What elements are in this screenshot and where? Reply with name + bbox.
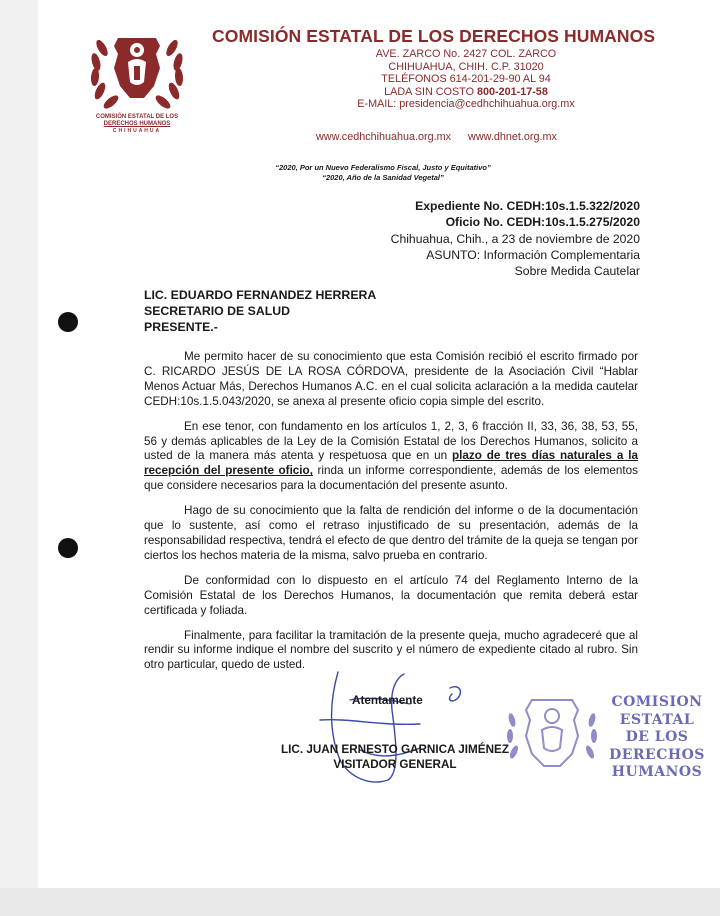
email-line: E-MAIL: presidencia@cedhchihuahua.org.mx — [357, 98, 575, 110]
paragraph-2 — [144, 420, 638, 495]
year-slogans — [200, 163, 566, 183]
slogan-2: “2020, Año de la Sanidad Vegetal” — [322, 173, 444, 182]
laurel-emblem-icon — [84, 28, 190, 114]
subject-line: ASUNTO: Información Complementaria — [426, 247, 640, 262]
logo-line-1: COMISIÓN ESTATAL DE LOS — [95, 114, 179, 120]
stamp-line-3: DE LOS — [625, 729, 689, 745]
paragraph-3: Hago de su conocimiento que la falta de rendición del informe o de la documentación que lo sustente, así como el retraso injustificado de su presentación, además de la responsabilidad respectiva, tendrá el efecto de que dentro del trámite de la queja se tengan por ciertos los hechos materia de la misma, salvo prueba en contrario. — [144, 504, 638, 562]
date-line: Chihuahua, Chih., a 23 de noviembre de 2020 — [390, 231, 640, 246]
signer-role: VISITADOR GENERAL — [333, 758, 457, 771]
paragraph-4: De conformidad con lo dispuesto en el artículo 74 del Reglamento Interno de la Comisión Estatal de los Derechos Humanos, la documentación que remita deberá estar certificada y foliada. — [144, 573, 638, 617]
reference-block — [391, 198, 640, 279]
presente-line: PRESENTE.- — [144, 320, 218, 334]
address-line-2: CHIHUAHUA, CHIH. C.P. 31020 — [388, 60, 544, 73]
cedh-logo — [84, 28, 190, 134]
binder-hole-top — [58, 312, 78, 332]
signer-block — [270, 742, 520, 772]
stamp-line-5: HUMANOS — [611, 764, 703, 780]
deadline-highlight: plazo de tres días naturales a la recepción del presente oficio, — [144, 449, 638, 478]
stamp-emblem-icon — [502, 690, 602, 780]
toll-free-line — [316, 86, 616, 99]
website-link-2[interactable]: www.dhnet.org.mx — [468, 131, 557, 143]
institution-title: COMISIÓN ESTATAL DE LOS DERECHOS HUMANOS — [212, 26, 656, 46]
website-line — [316, 131, 571, 143]
website-link-1[interactable]: www.cedhchihuahua.org.mx — [316, 131, 452, 143]
stamp-line-4: DERECHOS — [609, 746, 705, 763]
logo-line-3: CHIHUAHUA — [112, 127, 162, 134]
paragraph-1: Me permito hacer de su conocimiento que esta Comisión recibió el escrito firmado por C. RICARDO JESÚS DE LA ROSA CÓRDOVA, presidente de la Asociación Civil “Hablar Menos Actuar Más, Derechos Humanos A.C. en el cual solicita aclaración a la medida cautelar CEDH:10s.1.5.043/2020, se anexa al presente oficio copia simple del escrito. — [144, 350, 638, 408]
letter-body — [144, 350, 638, 683]
addressee-name: LIC. EDUARDO FERNANDEZ HERRERA — [144, 288, 377, 302]
signer-name: LIC. JUAN ERNESTO GARNICA JIMÉNEZ — [281, 743, 509, 756]
toll-free-label: LADA SIN COSTO — [384, 85, 477, 98]
address-block — [316, 48, 616, 111]
paragraph-5: Finalmente, para facilitar la tramitación de la presente queja, mucho agradeceré que al rendir su informe indique el nombre del suscrito y el número de expediente citado al rubro. Sin otro particular, quedo de usted. — [144, 628, 638, 672]
closing-atentamente: Atentamente — [352, 694, 423, 707]
oficio-number: Oficio No. CEDH:10s.1.5.275/2020 — [445, 215, 640, 230]
background-strip — [0, 888, 720, 916]
addressee-block — [144, 287, 376, 335]
expediente-number: Expediente No. CEDH:10s.1.5.322/2020 — [415, 199, 640, 213]
paragraph-2-end: rinda un informe correspondiente, además de los elementos que considere necesarios para la documentación del presente asunto. — [144, 464, 638, 493]
official-stamp — [602, 694, 712, 782]
toll-free-number: 800-201-17-58 — [476, 85, 548, 98]
logo-caption — [84, 114, 190, 134]
logo-line-2: DERECHOS HUMANOS — [103, 120, 171, 127]
address-line-1: AVE. ZARCO No. 2427 COL. ZARCO — [375, 48, 557, 60]
subject-line-2: Sobre Medida Cautelar — [514, 264, 640, 279]
paragraph-2-start: En ese tenor, con fundamento en los artículos 1, 2, 3, 6 fracción II, 33, 36, 38, 53, 55, 56 y demás aplicables de la Ley de la Comisión Estatal de los Derechos Humanos, solicito a usted de la manera más atenta y respetuosa que en un — [144, 419, 638, 463]
stamp-line-2: ESTATAL — [619, 711, 695, 728]
addressee-role: SECRETARIO DE SALUD — [144, 304, 290, 318]
binder-hole-bottom — [58, 538, 78, 558]
stamp-line-1: COMISION — [611, 694, 703, 710]
handwritten-signature — [300, 660, 480, 800]
address-line-3: TELÉFONOS 614-201-29-90 AL 94 — [381, 73, 551, 85]
slogan-1: “2020, Por un Nuevo Federalismo Fiscal, Justo y Equitativo” — [275, 163, 491, 172]
